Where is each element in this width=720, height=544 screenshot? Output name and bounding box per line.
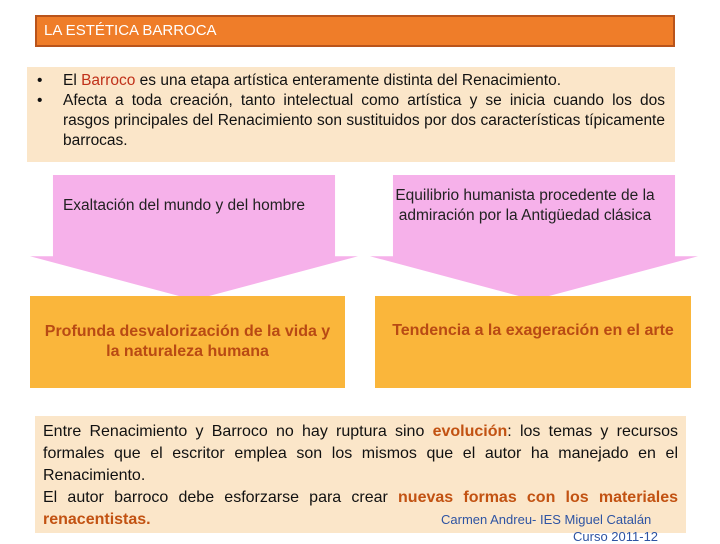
down-arrow-left <box>30 175 358 300</box>
intro-bullet-2-text: Afecta a toda creación, tanto intelectual como artística y se inicia cuando los dos rasgos principales del Renacimiento son sustituidos por dos características típicamente barrocas. <box>63 92 665 149</box>
author-credit: Carmen Andreu- IES Miguel Catalán <box>441 512 652 527</box>
conclusion-p1-pre: Entre Renacimiento y Barroco no hay ruptura sino <box>43 423 433 440</box>
conclusion-p1-post: : los temas y recursos formales que el escritor emplea son los mismos que el autor ha manejado en el Renacimiento. <box>43 423 679 484</box>
intro-bullet-1-pre: El <box>63 72 82 89</box>
intro-bullet-1 <box>37 71 665 91</box>
result-box-left <box>30 296 345 388</box>
slide-title-text: LA ESTÉTICA BARROCA <box>44 22 217 39</box>
arrow-right-label: Equilibrio humanista procedente de la admiración por la Antigüedad clásica <box>395 187 655 224</box>
conclusion-keyword-evolucion: evolución <box>432 423 508 440</box>
arrow-left-label: Exaltación del mundo y del hombre <box>62 197 306 214</box>
slide-title <box>35 15 675 47</box>
result-box-left-text: Profunda desvalorización de la vida y la naturaleza humana <box>44 323 331 360</box>
course-credit: Curso 2011-12 <box>573 529 659 544</box>
result-box-right <box>375 296 691 388</box>
result-box-right-text: Tendencia a la exageración en el arte <box>392 322 674 339</box>
intro-bullet-2 <box>37 91 665 151</box>
intro-panel <box>27 67 675 162</box>
conclusion-paragraph-1 <box>43 421 678 487</box>
conclusion-p2-pre: El autor barroco debe esforzarse para crear <box>43 489 399 506</box>
intro-keyword-barroco: Barroco <box>81 72 136 89</box>
intro-bullet-list <box>37 71 665 151</box>
conclusion-keyword-nuevas-formas: nuevas formas con los materiales renacentistas. <box>43 489 679 528</box>
intro-bullet-1-post: es una etapa artística enteramente distinta del Renacimiento. <box>135 72 562 89</box>
